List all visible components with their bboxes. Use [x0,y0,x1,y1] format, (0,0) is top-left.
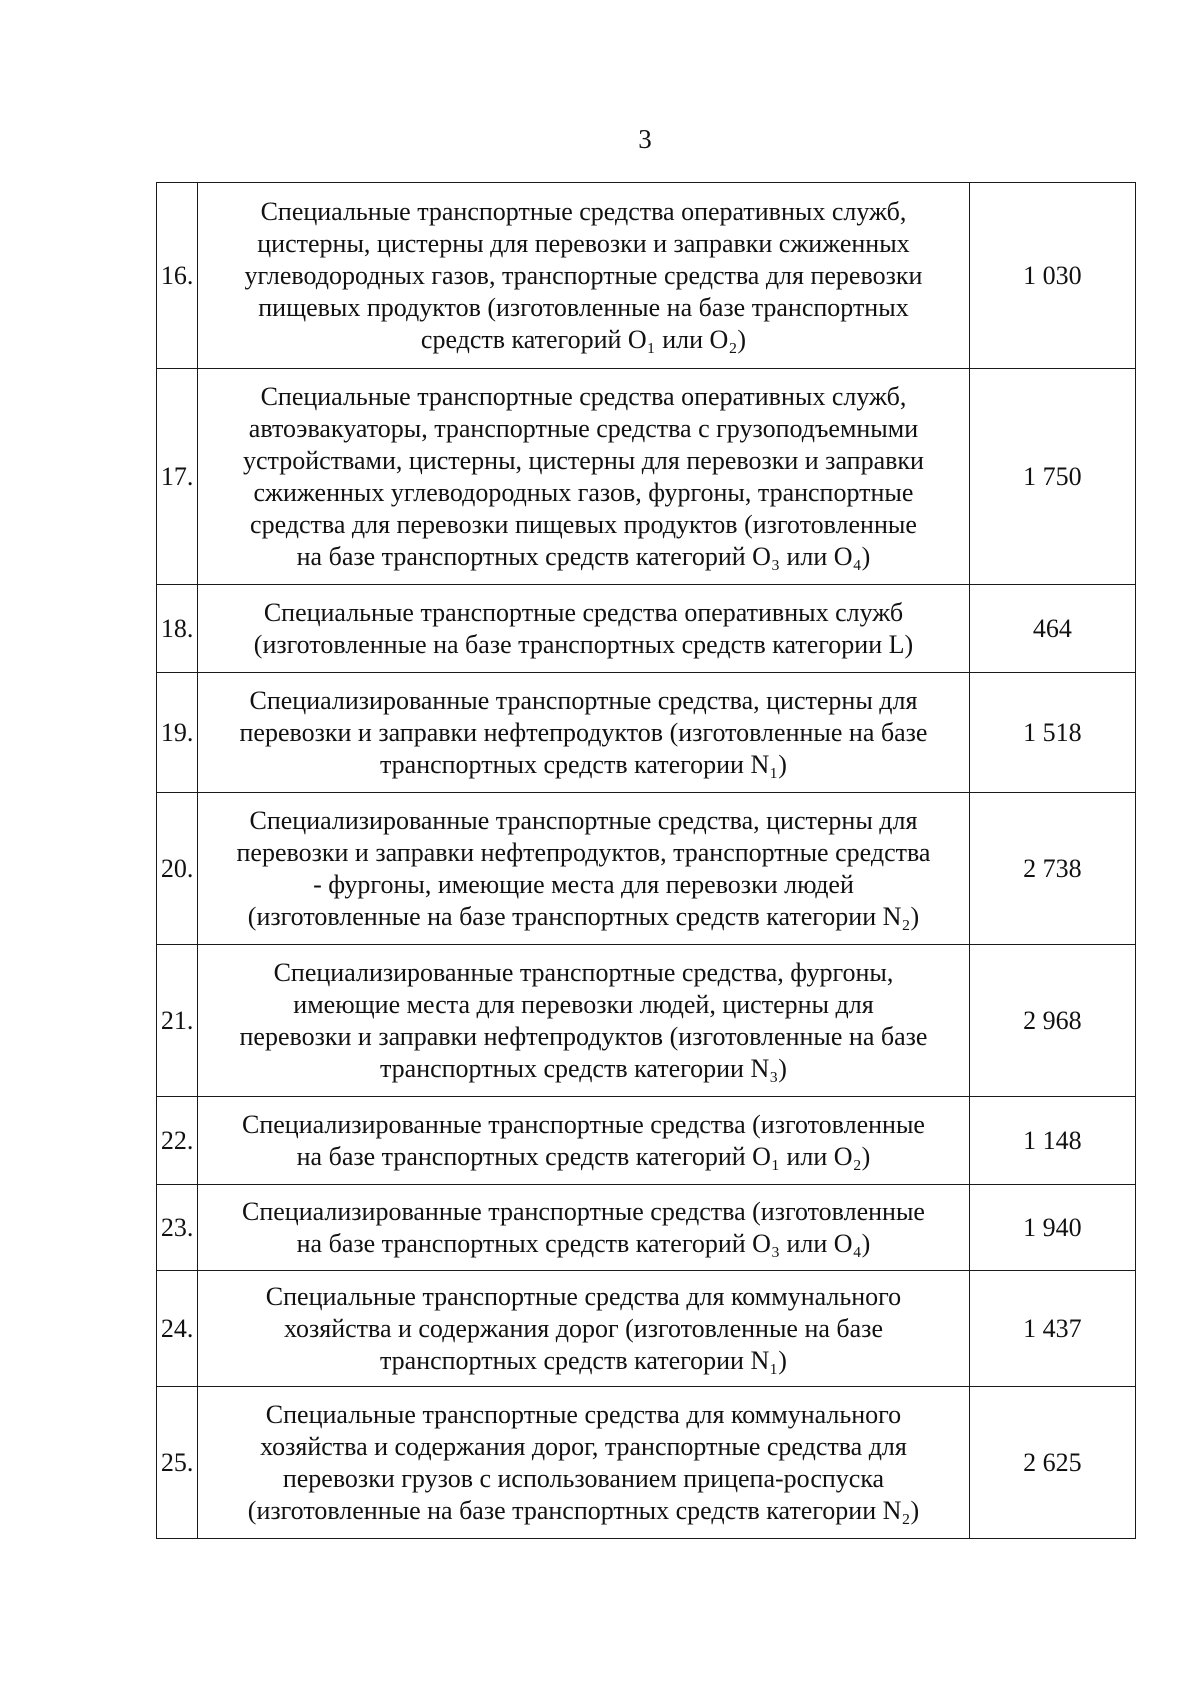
row-value: 1 437 [969,1271,1135,1387]
description-line: Специализированные транспортные средства (изготовленные [241,1196,925,1226]
description-line: хозяйства и содержания дорог, транспортные средства для [260,1431,907,1461]
row-description [198,1097,969,1185]
table-body [157,183,1136,1539]
row-description [198,1185,969,1271]
row-value: 1 148 [969,1097,1135,1185]
description-line: на базе транспортных средств категорий O₃ или O₄) [296,1228,871,1258]
table-row [157,673,1136,793]
description-line: Специальные транспортные средства оперативных служб [263,597,904,627]
row-number: 18. [157,585,198,673]
table-row [157,1271,1136,1387]
row-value: 464 [969,585,1135,673]
page-number: 3 [638,124,652,154]
description-line: Специализированные транспортные средства (изготовленные [241,1109,925,1139]
description-line: сжиженных углеводородных газов, фургоны, транспортные [253,477,914,507]
table-row [157,1185,1136,1271]
description-line: перевозки грузов с использованием прицепа-роспуска [282,1463,885,1493]
description-line: (изготовленные на базе транспортных средств категории N₂) [247,1495,920,1525]
row-description [198,793,969,945]
table-row [157,183,1136,369]
description-line: Специализированные транспортные средства, цистерны для [249,685,918,715]
description-line: цистерны, цистерны для перевозки и заправки сжиженных [257,228,910,258]
row-number: 20. [157,793,198,945]
description-line: перевозки и заправки нефтепродуктов, транспортные средства [236,837,931,867]
description-line: - фургоны, имеющие места для перевозки людей [313,869,854,899]
description-line: имеющие места для перевозки людей, цистерны для [293,989,874,1019]
row-value: 1 750 [969,369,1135,585]
row-value: 2 625 [969,1387,1135,1539]
description-line: на базе транспортных средств категорий O₁ или O₂) [296,1141,871,1171]
description-line: устройствами, цистерны, цистерны для перевозки и заправки [243,445,924,475]
description-line: на базе транспортных средств категорий O₃ или O₄) [296,541,871,571]
row-value: 1 518 [969,673,1135,793]
description-line: средства для перевозки пищевых продуктов (изготовленные [250,509,917,539]
description-line: перевозки и заправки нефтепродуктов (изготовленные на базе [239,1021,928,1051]
row-number: 19. [157,673,198,793]
description-line: Специальные транспортные средства для коммунального [265,1281,902,1311]
description-line: Специализированные транспортные средства, цистерны для [249,805,918,835]
row-number: 17. [157,369,198,585]
row-description [198,945,969,1097]
description-line: транспортных средств категории N₃) [379,1053,787,1083]
row-description [198,183,969,369]
description-line: автоэвакуаторы, транспортные средства с грузоподъемными [248,413,919,443]
table-row [157,1097,1136,1185]
description-line: перевозки и заправки нефтепродуктов (изготовленные на базе [239,717,928,747]
table-row [157,369,1136,585]
description-line: углеводородных газов, транспортные средства для перевозки [244,260,923,290]
row-description [198,1387,969,1539]
row-description [198,1271,969,1387]
row-value: 2 968 [969,945,1135,1097]
row-description [198,585,969,673]
row-value: 1 940 [969,1185,1135,1271]
row-description [198,673,969,793]
row-value: 2 738 [969,793,1135,945]
description-line: (изготовленные на базе транспортных средств категории L) [253,629,914,659]
row-number: 24. [157,1271,198,1387]
row-number: 23. [157,1185,198,1271]
description-line: хозяйства и содержания дорог (изготовленные на базе [283,1313,883,1343]
description-line: (изготовленные на базе транспортных средств категории N₂) [247,901,920,931]
table-row [157,945,1136,1097]
description-line: Специальные транспортные средства оперативных служб, [260,196,907,226]
description-line: пищевых продуктов (изготовленные на базе транспортных [258,292,909,322]
row-number: 21. [157,945,198,1097]
description-line: Специализированные транспортные средства, фургоны, [273,957,894,987]
table-row [157,585,1136,673]
row-value: 1 030 [969,183,1135,369]
row-number: 16. [157,183,198,369]
row-number: 25. [157,1387,198,1539]
description-line: Специальные транспортные средства оперативных служб, [260,381,907,411]
vehicle-category-table [156,182,1136,1539]
description-line: средств категорий O₁ или O₂) [420,324,747,354]
description-line: транспортных средств категории N₁) [379,1345,787,1375]
description-line: транспортных средств категории N₁) [379,749,787,779]
table-row [157,793,1136,945]
table-row [157,1387,1136,1539]
row-number: 22. [157,1097,198,1185]
description-line: Специальные транспортные средства для коммунального [265,1399,902,1429]
row-description [198,369,969,585]
